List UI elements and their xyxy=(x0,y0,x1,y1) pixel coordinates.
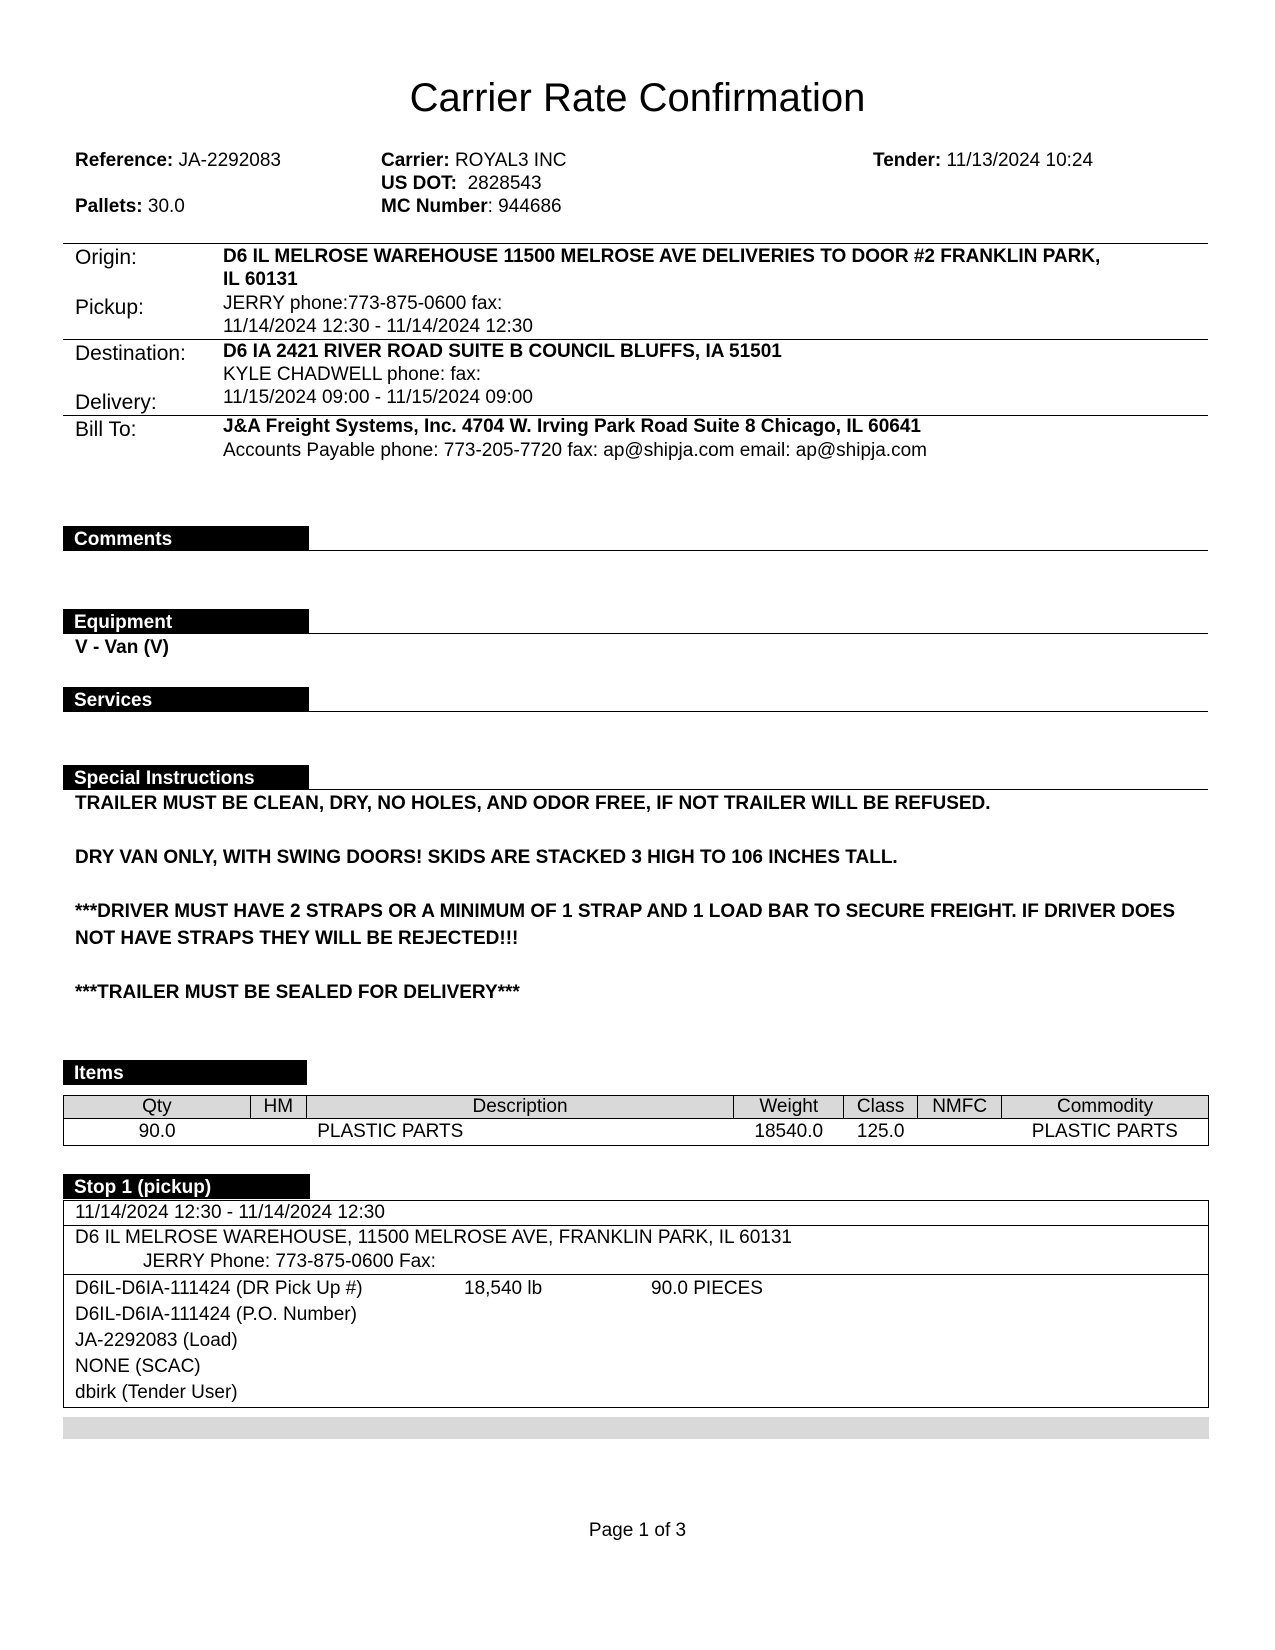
column-header-commodity: Commodity xyxy=(1002,1096,1209,1119)
pallets-value: 30.0 xyxy=(147,196,185,217)
origin-line-1: D6 IL MELROSE WAREHOUSE 11500 MELROSE AVE DELIVERIES TO DOOR #2 FRANKLIN PARK, xyxy=(223,246,1101,267)
nmfc-cell xyxy=(918,1119,1002,1146)
usdot-field xyxy=(381,173,542,195)
stop-1-section-header: Stop 1 (pickup) xyxy=(63,1174,310,1199)
destination-address: D6 IA 2421 RIVER ROAD SUITE B COUNCIL BLUFFS, IA 51501 xyxy=(223,341,782,362)
divider xyxy=(63,711,1208,712)
usdot-value: 2828543 xyxy=(467,173,542,194)
column-header-qty: Qty xyxy=(64,1096,251,1119)
stop-1-ref: dbirk (Tender User) xyxy=(75,1382,238,1403)
stop-1-box xyxy=(63,1200,1209,1408)
stop-1-window: 11/14/2024 12:30 - 11/14/2024 12:30 xyxy=(75,1202,385,1223)
delivery-window: 11/15/2024 09:00 - 11/15/2024 09:00 xyxy=(223,387,533,408)
divider xyxy=(63,339,1208,340)
carrier-field xyxy=(381,150,567,172)
table-row xyxy=(64,1119,1209,1146)
stop-1-ref: JA-2292083 (Load) xyxy=(75,1330,238,1351)
pickup-label: Pickup: xyxy=(75,296,144,319)
description-cell: PLASTIC PARTS xyxy=(306,1119,734,1146)
column-header-nmfc: NMFC xyxy=(918,1096,1002,1119)
bill-to-contact: Accounts Payable phone: 773-205-7720 fax: ap@shipja.com email: ap@shipja.com xyxy=(223,440,927,461)
stop-1-pieces: 90.0 PIECES xyxy=(651,1278,763,1299)
delivery-label: Delivery: xyxy=(75,391,157,414)
reference-field xyxy=(75,150,281,172)
destination-label: Destination: xyxy=(75,342,186,365)
stop-1-address: D6 IL MELROSE WAREHOUSE, 11500 MELROSE AVE, FRANKLIN PARK, IL 60131 xyxy=(75,1227,792,1248)
tender-field xyxy=(873,150,1093,172)
stop-1-contact: JERRY Phone: 773-875-0600 Fax: xyxy=(143,1251,436,1272)
mc-number-label: MC Number xyxy=(381,196,488,217)
divider xyxy=(63,550,1208,551)
items-section-header: Items xyxy=(63,1060,307,1085)
items-table xyxy=(63,1095,1209,1146)
column-header-weight: Weight xyxy=(734,1096,844,1119)
column-header-description: Description xyxy=(306,1096,734,1119)
carrier-value: ROYAL3 INC xyxy=(454,150,567,171)
column-header-class: Class xyxy=(844,1096,918,1119)
hm-cell xyxy=(250,1119,306,1146)
divider xyxy=(63,633,1208,634)
divider xyxy=(63,243,1208,244)
destination-contact: KYLE CHADWELL phone: fax: xyxy=(223,364,482,385)
stop-1-ref: D6IL-D6IA-111424 (DR Pick Up #) xyxy=(75,1278,363,1299)
special-instruction: TRAILER MUST BE CLEAN, DRY, NO HOLES, AND ODOR FREE, IF NOT TRAILER WILL BE REFUSED. xyxy=(75,793,991,814)
class-cell: 125.0 xyxy=(844,1119,918,1146)
bill-to-address: J&A Freight Systems, Inc. 4704 W. Irving Park Road Suite 8 Chicago, IL 60641 xyxy=(223,416,921,437)
services-section-header: Services xyxy=(63,687,309,712)
origin-line-2: IL 60131 xyxy=(223,269,298,290)
special-instruction: DRY VAN ONLY, WITH SWING DOORS! SKIDS ARE STACKED 3 HIGH TO 106 INCHES TALL. xyxy=(75,847,898,868)
bill-to-label: Bill To: xyxy=(75,418,137,441)
pickup-contact: JERRY phone:773-875-0600 fax: xyxy=(223,293,503,314)
commodity-cell: PLASTIC PARTS xyxy=(1002,1119,1209,1146)
equipment-section-header: Equipment xyxy=(63,609,309,634)
stop-1-ref: NONE (SCAC) xyxy=(75,1356,201,1377)
tender-value: 11/13/2024 10:24 xyxy=(946,150,1094,171)
mc-number-field xyxy=(381,196,562,218)
comments-section-header: Comments xyxy=(63,526,309,551)
reference-label: Reference: xyxy=(75,150,174,171)
document-title: Carrier Rate Confirmation xyxy=(409,76,866,120)
equipment-value: V - Van (V) xyxy=(75,637,169,658)
special-instruction: ***TRAILER MUST BE SEALED FOR DELIVERY*** xyxy=(75,982,520,1003)
weight-cell: 18540.0 xyxy=(734,1119,844,1146)
pallets-label: Pallets: xyxy=(75,196,143,217)
special-instructions-section-header: Special Instructions xyxy=(63,765,309,790)
origin-label: Origin: xyxy=(75,246,137,269)
page-number: Page 1 of 3 xyxy=(588,1520,687,1541)
column-header-hm: HM xyxy=(250,1096,306,1119)
pallets-field xyxy=(75,196,185,218)
mc-number-value: : 944686 xyxy=(487,196,562,217)
stop-1-weight: 18,540 lb xyxy=(464,1278,543,1299)
reference-value: JA-2292083 xyxy=(178,150,281,171)
carrier-label: Carrier: xyxy=(381,150,450,171)
tender-label: Tender: xyxy=(873,150,942,171)
pickup-window: 11/14/2024 12:30 - 11/14/2024 12:30 xyxy=(223,316,533,337)
usdot-label: US DOT: xyxy=(381,173,457,194)
qty-cell: 90.0 xyxy=(64,1119,251,1146)
stop-1-footer-bar xyxy=(63,1417,1209,1439)
stop-1-ref-row xyxy=(75,1276,1208,1302)
stop-1-ref: D6IL-D6IA-111424 (P.O. Number) xyxy=(75,1304,357,1325)
special-instruction: ***DRIVER MUST HAVE 2 STRAPS OR A MINIMUM OF 1 STRAP AND 1 LOAD BAR TO SECURE FREIGHT. IF DRIVER DOES NOT HAVE STRAPS THEY WILL BE REJECTED!!! xyxy=(75,901,1175,949)
